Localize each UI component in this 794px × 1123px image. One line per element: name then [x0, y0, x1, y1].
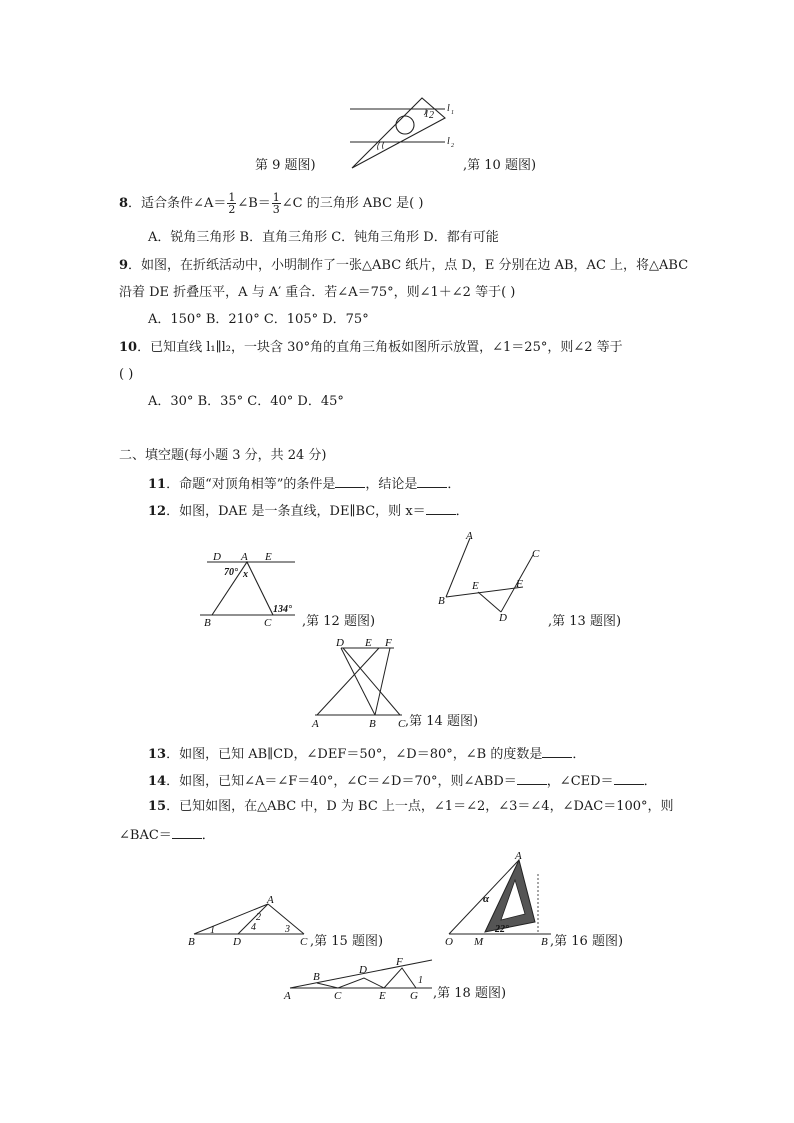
fig13-label-c: C [532, 548, 540, 560]
q9-line2: 沿着 DE 折叠压平，A 与 A′ 重合．若∠A＝75°，则∠1＋∠2 等于( ) [119, 285, 516, 300]
fig12-angle-70: 70° [224, 567, 238, 578]
question-8 [119, 192, 423, 215]
fig16-alpha: α [483, 893, 490, 905]
fig14-label-d: D [336, 637, 344, 649]
fig18-caption: ,第 18 题图) [433, 986, 507, 1001]
question-9 [119, 258, 688, 274]
fig10-l1: l [447, 103, 450, 114]
fig13-label-d: D [499, 612, 507, 624]
fig15-angle-2: 2 [256, 912, 261, 923]
fig12-angle-x: x [243, 569, 248, 580]
fig18-label-c: C [334, 990, 342, 1002]
fig18-label-b: B [313, 971, 320, 983]
figure-18 [282, 954, 437, 1002]
question-14 [148, 772, 657, 790]
question-12 [148, 502, 469, 520]
fig15-label-c: C [300, 936, 308, 948]
figure-13 [438, 530, 548, 625]
fig13-label-f: F [516, 578, 523, 590]
fig12-label-d: D [213, 551, 221, 563]
fig15-label-b: B [188, 936, 195, 948]
fig15-angle-1: 1 [210, 925, 215, 936]
frac-den: 2 [228, 203, 236, 216]
question-number: 13 [148, 747, 167, 762]
fig15-angle-4: 4 [251, 922, 256, 933]
fig10-angle-1: 1 [424, 109, 429, 120]
fig12-caption: ,第 12 题图) [302, 614, 376, 629]
q8-options: A．锐角三角形 B．直角三角形 C．钝角三角形 D．都有可能 [148, 230, 499, 245]
fig16-label-b: B [541, 936, 548, 948]
question-10 [119, 340, 623, 356]
fig14-caption: ,第 14 题图) [405, 714, 479, 729]
q13-text-a: ．如图，已知 AB∥CD，∠DEF＝50°，∠D＝80°，∠B 的度数是 [166, 747, 543, 762]
fig16-caption: ,第 16 题图) [550, 934, 624, 949]
question-number: 11 [148, 477, 167, 492]
question-number: 14 [148, 774, 167, 789]
fig10-angle-2: 2 [429, 110, 434, 121]
q14-text-a: ．如图，已知∠A＝∠F＝40°，∠C＝∠D＝70°，则∠ABD＝ [166, 774, 517, 789]
fig14-label-c: C [398, 718, 406, 730]
fig15-label-a: A [267, 894, 274, 906]
frac-den: 3 [272, 203, 280, 216]
q9-options: A．150° B．210° C．105° D．75° [148, 312, 369, 327]
fig16-angle-22: 22° [495, 924, 509, 935]
question-13 [148, 745, 585, 763]
fig15-label-d: D [233, 936, 241, 948]
fig12-label-a: A [241, 551, 248, 563]
answer-blank[interactable] [517, 772, 547, 785]
fig9-caption: 第 9 题图) [255, 158, 316, 173]
q10-line1: ．已知直线 l₁∥l₂，一块含 30°角的直角三角板如图所示放置，∠1＝25°，则∠2 等于 [137, 340, 623, 355]
q8-text-a: ．适合条件∠A＝ [128, 196, 227, 211]
q15-line1: ．已知如图，在△ABC 中，D 为 BC 上一点，∠1＝∠2，∠3＝∠4，∠DAC＝100°，则 [166, 799, 674, 814]
question-11 [148, 475, 460, 493]
q11-text-b: ，结论是 [365, 477, 418, 492]
fig15-caption: ,第 15 题图) [310, 934, 384, 949]
q14-text-c: ． [643, 774, 657, 789]
answer-blank[interactable] [542, 745, 572, 758]
figure-16 [443, 850, 558, 948]
fig10-l2: l [447, 136, 450, 147]
fig18-angle-1: 1 [418, 975, 423, 986]
question-number: 10 [119, 340, 138, 355]
fig12-label-e: E [265, 551, 272, 563]
q14-text-b: ，∠CED＝ [546, 774, 614, 789]
fig16-label-o: O [445, 936, 453, 948]
fig12-label-c: C [264, 617, 272, 629]
answer-blank[interactable] [172, 826, 202, 839]
q13-text-b: ． [572, 747, 586, 762]
fig13-label-a: A [466, 530, 473, 542]
fraction-half [227, 192, 236, 215]
answer-blank[interactable] [417, 475, 447, 488]
answer-blank[interactable] [426, 502, 456, 515]
q12-text-a: ．如图，DAE 是一条直线，DE∥BC，则 x＝ [166, 504, 426, 519]
figure-10 [340, 96, 470, 176]
fig12-angle-134: 134° [273, 604, 292, 615]
fig18-label-a: A [284, 990, 291, 1002]
q9-line1: ．如图，在折纸活动中，小明制作了一张△ABC 纸片，点 D，E 分别在边 AB，AC 上，将△ABC [128, 258, 689, 273]
q11-text-c: ． [447, 477, 461, 492]
fig14-label-a: A [312, 718, 319, 730]
q15-line2 [119, 826, 215, 844]
fraction-third [272, 192, 281, 215]
answer-blank[interactable] [335, 475, 365, 488]
fig13-caption: ,第 13 题图) [548, 614, 622, 629]
figure-15 [186, 892, 314, 948]
fig14-label-f: F [385, 637, 392, 649]
q12-text-b: ． [455, 504, 469, 519]
fig18-label-e: E [379, 990, 386, 1002]
fig10-caption: ,第 10 题图) [463, 158, 537, 173]
frac-num: 1 [272, 191, 280, 204]
frac-num: 1 [228, 191, 236, 204]
q15-text-a: ∠BAC＝ [119, 828, 172, 843]
figure-14 [310, 636, 410, 731]
question-number: 15 [148, 799, 167, 814]
question-number: 9 [119, 258, 129, 273]
fig12-label-b: B [204, 617, 211, 629]
q15-text-b: ． [201, 828, 215, 843]
q11-text-a: ．命题“对顶角相等”的条件是 [166, 477, 336, 492]
figure-12 [195, 548, 305, 630]
question-number: 12 [148, 504, 167, 519]
fig10-l1-sub: 1 [451, 110, 454, 116]
fig18-label-d: D [359, 964, 367, 976]
fig16-label-a: A [515, 850, 522, 862]
fig18-label-f: F [396, 956, 403, 968]
fig18-label-g: G [410, 990, 418, 1002]
fig14-label-b: B [369, 718, 376, 730]
fig10-l2-sub: 2 [451, 143, 454, 149]
question-number: 8 [119, 196, 129, 211]
q8-text-b: ∠B＝ [237, 196, 271, 211]
section-heading: 二、填空题(每小题 3 分，共 24 分) [119, 448, 327, 463]
fig16-label-m: M [474, 936, 484, 948]
question-15 [148, 799, 674, 815]
fig14-label-e: E [365, 637, 372, 649]
fig15-angle-3: 3 [285, 924, 290, 935]
q10-options: A．30° B．35° C．40° D．45° [148, 394, 344, 409]
fig13-label-b: B [438, 595, 445, 607]
fig13-label-e: E [472, 580, 479, 592]
q10-line2: ( ) [119, 367, 134, 382]
answer-blank[interactable] [614, 772, 644, 785]
q8-text-c: ∠C 的三角形 ABC 是( ) [281, 196, 424, 211]
